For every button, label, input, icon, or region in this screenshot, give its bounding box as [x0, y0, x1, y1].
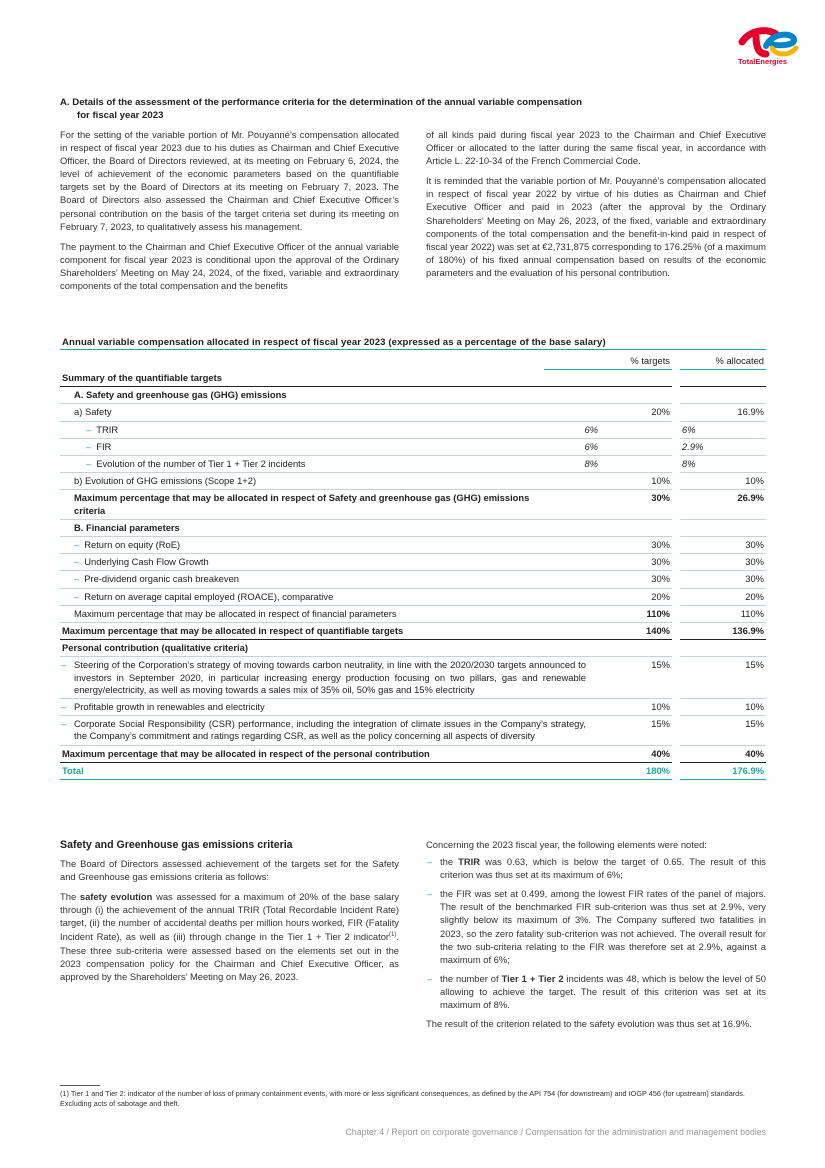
right-paragraph-2: It is reminded that the variable portion of Mr. Pouyanné’s compensation allocated in respect of fiscal year 2022 by virtue of his duties as Chairman and Chief Executive Officer and paid in 2023 (after the approval by the Ordinary Shareholders’ Meeting on May 26, 2023, of the fixed, variable and extraordinary components of the total compensation and the benefit-in-kind paid in respect of fiscal year 2022) was set at €2,731,875 corresponding to 176.25% (of a maximum of 180%) of his fixed annual compensation based on results of the economic parameters and the evaluation of his personal contribution. [426, 175, 766, 278]
renew-allocated: 10% [680, 699, 766, 716]
p2-mid: was assessed for a maximum of 20% of the base salary through (i) the achievement of the annual TRIR (Total Recordable Incident Rate) target, (ii) the number of accidental deaths per million hours worked, FIR (Fatality Incident Rate), as well as (iii) through change in the Tier 1 + Tier 2 indicator [60, 891, 400, 943]
safety-right-column [426, 838, 766, 1037]
table-row [60, 605, 766, 622]
max-quant-label: Maximum percentage that may be allocated in respect of quantifiable targets [60, 623, 544, 640]
steer-allocated: 15% [680, 657, 766, 699]
footnote-ref: (1) [389, 932, 397, 939]
ghg-label: b) Evolution of GHG emissions (Scope 1+2) [60, 473, 544, 490]
list-item [426, 855, 766, 881]
table-title: Annual variable compensation allocated in respect of fiscal year 2023 (expressed as a percentage of the base salary) [62, 337, 606, 348]
table-row: – Pre-dividend organic cash breakeven 30% 30% [60, 571, 766, 588]
safety-section-title: Safety and Greenhouse gas emissions criteria [60, 839, 293, 851]
table-row: – Corporate Social Responsibility (CSR) performance, including the integration of climate issues in the Company’s strategy, the Company’s commitment and ratings regarding CSR, as well as the policy concerning all aspects of diversity 15% 15% [60, 716, 766, 745]
total-row [60, 762, 766, 779]
tier-label: Evolution of the number of Tier 1 + Tier 2 incidents [96, 458, 306, 470]
ghg-allocated: 10% [680, 473, 766, 490]
max-ghg-label: Maximum percentage that may be allocated in respect of Safety and greenhouse gas (GHG) emissions criteria [60, 490, 544, 519]
section-title [60, 96, 700, 122]
max-ghg-target: 30% [600, 490, 672, 519]
table-row: – TRIR 6% 6% [60, 421, 766, 438]
summary-heading: Summary of the quantifiable targets [60, 370, 672, 387]
csr-label: Corporate Social Responsibility (CSR) performance, including the integration of climate issues in the Company’s strategy, the Company’s commitment and ratings regarding CSR, as well as the policy concerning all aspects of diversity [74, 718, 586, 742]
pdo-label: Pre-dividend organic cash breakeven [84, 573, 239, 585]
max-fin-allocated: 110% [680, 605, 766, 622]
right-column [426, 128, 766, 286]
p2-post: . These three sub-criteria were assessed based on the elements set out in the 2023 compensation policy for the Chairman and Chief Executive Officer, as approved by the Shareholders’ Meeting on May 26, 2023. [60, 931, 399, 982]
b3-pre: the number of [440, 972, 502, 984]
fir-label: FIR [96, 440, 112, 452]
roace-label: Return on average capital employed (ROACE), comparative [84, 590, 334, 602]
b1-pre: the [440, 856, 459, 868]
ucf-target: 30% [600, 554, 672, 571]
compensation-table [60, 351, 766, 780]
max-pers-allocated: 40% [680, 745, 766, 762]
roe-label: Return on equity (RoE) [84, 539, 181, 551]
table-row: – Evolution of the number of Tier 1 + Tier 2 incidents 8% 8% [60, 456, 766, 473]
b1-bold: TRIR [458, 856, 481, 868]
table-row: – Return on equity (RoE) 30% 30% [60, 537, 766, 554]
max-quant-allocated: 136.9% [680, 623, 766, 640]
b1-post: was 0.63, which is below the target of 0.65. The result of this criterion was thus set at its maximum of 6%; [440, 856, 766, 881]
page-footer: Chapter 4 / Report on corporate governance / Compensation for the administration and management bodies [345, 1127, 766, 1137]
trir-allocated: 6% [680, 421, 766, 438]
table-row [60, 370, 766, 387]
steer-label: Steering of the Corporation’s strategy of moving towards carbon neutrality, in line with the 2020/2030 targets announced to investors in September 2020, in particular increasing energy production focusing on two pillars, gas and renewable energy/electricity, as well as moving towards a sales mix of 35% oil, 50% gas and 15% electricity [74, 659, 586, 695]
max-fin-label: Maximum percentage that may be allocated in respect of financial parameters [60, 605, 544, 622]
table-row [60, 745, 766, 762]
csr-allocated: 15% [680, 716, 766, 745]
renew-target: 10% [600, 699, 672, 716]
col-targets-header: % targets [600, 351, 672, 370]
footnote-rule [60, 1085, 100, 1086]
csr-target: 15% [600, 716, 672, 745]
table-row [60, 473, 766, 490]
roace-target: 20% [600, 588, 672, 605]
roe-target: 30% [600, 537, 672, 554]
footnote-mark: (1) [60, 1089, 69, 1098]
fir-target: 6% [544, 438, 600, 455]
ghg-heading: A. Safety and greenhouse gas (GHG) emissions [60, 387, 672, 404]
max-quant-target: 140% [600, 623, 672, 640]
list-item [426, 887, 766, 966]
ghg-target: 10% [600, 473, 672, 490]
safety-label: a) Safety [60, 404, 544, 421]
max-pers-target: 40% [600, 745, 672, 762]
max-pers-label: Maximum percentage that may be allocated in respect of the personal contribution [60, 745, 600, 762]
table-row: – Steering of the Corporation’s strategy of moving towards carbon neutrality, in line with the 2020/2030 targets announced to investors in September 2020, in particular increasing energy production focusing on two pillars, gas and renewable energy/electricity, as well as moving towards a sales mix of 35% oil, 50% gas and 15% electricity 15% 15% [60, 657, 766, 699]
pdo-target: 30% [600, 571, 672, 588]
brand-name: TotalEnergies [738, 57, 788, 66]
trir-target: 6% [544, 421, 600, 438]
b2-text: the FIR was set at 0.499, among the lowest FIR rates of the panel of majors. The result of the benchmarked FIR sub-criterion was thus set at 2.9%, very slightly below its maximum of 3%. The Company suffered two fatalities in 2023, so the zero fatality sub-criterion was not achieved. The overall result for the two sub-criteria relating to the FIR was therefore set at 2.9%, against a maximum of 6%; [440, 888, 766, 965]
p2-pre: The [60, 891, 80, 903]
tier-allocated: 8% [680, 456, 766, 473]
ucf-allocated: 30% [680, 554, 766, 571]
table-row [60, 404, 766, 421]
table-row: – Profitable growth in renewables and electricity 10% 10% [60, 699, 766, 716]
pdo-allocated: 30% [680, 571, 766, 588]
section-letter: A. [60, 97, 70, 108]
safety-conclusion: The result of the criterion related to the safety evolution was thus set at 16.9%. [426, 1018, 752, 1030]
max-ghg-allocated: 26.9% [680, 490, 766, 519]
total-allocated: 176.9% [680, 762, 766, 779]
p2-bold: safety evolution [79, 891, 153, 903]
right-intro: Concerning the 2023 fiscal year, the following elements were noted: [426, 839, 707, 850]
steer-target: 15% [600, 657, 672, 699]
table-header-row [60, 351, 766, 370]
safety-left-column [60, 857, 399, 990]
renew-label: Profitable growth in renewables and electricity [74, 701, 265, 713]
left-column [60, 128, 399, 299]
safety-paragraph-2 [60, 890, 399, 983]
table-row [60, 519, 766, 536]
roace-allocated: 20% [680, 588, 766, 605]
trir-label: TRIR [96, 423, 119, 435]
footnote-text: Tier 1 and Tier 2: indicator of the number of loss of primary containment events, with more or less significant consequences, as defined by the API 754 (for downstream) and IOGP 456 (for upstream) standards. Excluding acts of sabotage and theft. [60, 1089, 745, 1108]
table-row: – FIR 6% 2.9% [60, 438, 766, 455]
ucf-label: Underlying Cash Flow Growth [84, 556, 209, 568]
safety-allocated: 16.9% [680, 404, 766, 421]
max-fin-target: 110% [600, 605, 672, 622]
b3-bold: Tier 1 + Tier 2 [501, 972, 564, 984]
total-label: Total [60, 762, 600, 779]
safety-paragraph-1: The Board of Directors assessed achievement of the targets set for the Safety and Greenhouse gas emissions criteria as follows: [60, 858, 399, 883]
tier-target: 8% [544, 456, 600, 473]
table-row: – Underlying Cash Flow Growth 30% 30% [60, 554, 766, 571]
roe-allocated: 30% [680, 537, 766, 554]
section-title-line1: Details of the assessment of the performance criteria for the determination of the annual variable compensation [72, 97, 582, 108]
b3-post: incidents was 48, which is below the level of 50 allowing to achieve the target. The result of this criterion was set at its maximum of 8%. [440, 972, 767, 1011]
fir-allocated: 2.9% [680, 438, 766, 455]
financial-heading: B. Financial parameters [60, 519, 672, 536]
safety-target: 20% [600, 404, 672, 421]
left-paragraph-2: The payment to the Chairman and Chief Executive Officer of the annual variable component for fiscal year 2023 is conditional upon the approval of the Ordinary Shareholders’ Meeting on May 24, 2024, of the fixed, variable and extraordinary components of the total compensation and the benefits [60, 240, 399, 292]
personal-heading: Personal contribution (qualitative criteria) [60, 640, 672, 657]
table-row [60, 623, 766, 640]
col-allocated-header: % allocated [680, 351, 766, 370]
list-item [426, 972, 766, 1011]
footnote [60, 1089, 766, 1109]
total-target: 180% [600, 762, 672, 779]
table-row [60, 387, 766, 404]
table-row [60, 640, 766, 657]
right-paragraph-1: of all kinds paid during fiscal year 2023 to the Chairman and Chief Executive Officer or allocated to the latter during the same fiscal year, in accordance with Article L. 22-10-34 of the French Commercial Code. [426, 129, 766, 167]
table-row [60, 490, 766, 519]
table-row: – Return on average capital employed (ROACE), comparative 20% 20% [60, 588, 766, 605]
section-title-line2: for fiscal year 2023 [77, 110, 164, 121]
bullet-list [426, 855, 766, 1011]
table-title-rule [60, 349, 766, 350]
left-paragraph-1: For the setting of the variable portion of Mr. Pouyanné’s compensation allocated in respect of fiscal year 2023 due to his duties as Chairman and Chief Executive Officer, the Board of Directors reviewed, at its meeting on February 6, 2024, the level of achievement of the economic parameters based on the quantifiable targets set by the Board of Directors at its meeting on February 7, 2023. The Board of Directors also assessed the Chairman and Chief Executive Officer’s personal contribution on the basis of the target criteria set during its meeting on February 7, 2023, to qualitatively assess his management. [60, 129, 399, 232]
